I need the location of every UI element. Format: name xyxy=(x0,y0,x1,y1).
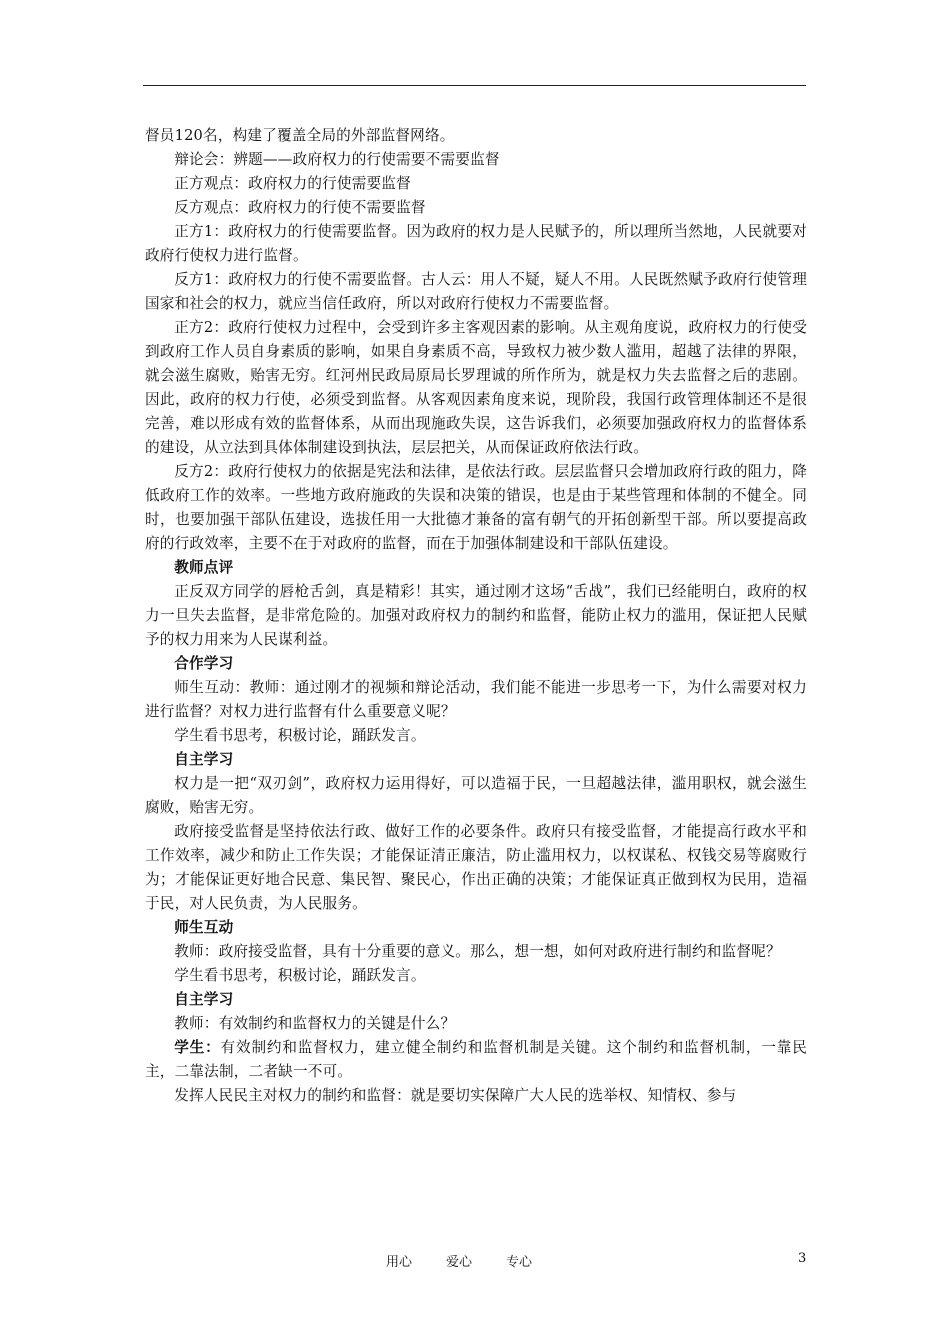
paragraph: 正方1：政府权力的行使需要监督。因为政府的权力是人民赋予的，所以理所当然地，人民就要对政府行使权力进行监督。 xyxy=(145,223,807,264)
paragraph: 反方1：政府权力的行使不需要监督。古人云：用人不疑，疑人不用。人民既然赋予政府行使管理国家和社会的权力，就应当信任政府，所以对政府行使权力不需要监督。 xyxy=(145,271,807,312)
page-footer xyxy=(0,1251,950,1271)
paragraph: 督员120名，构建了覆盖全局的外部监督网络。 xyxy=(145,127,455,144)
footer-motto xyxy=(386,1251,566,1270)
paragraph: 反方观点：政府权力的行使不需要监督 xyxy=(174,199,426,216)
speaker-label: 学生： xyxy=(174,1039,221,1056)
paragraph: 学生看书思考，积极讨论，踊跃发言。 xyxy=(174,727,426,744)
paragraph xyxy=(145,1036,807,1084)
paragraph: 师生互动：教师：通过刚才的视频和辩论活动，我们能不能进一步思考一下，为什么需要对权力进行监督？对权力进行监督有什么重要意义呢？ xyxy=(145,679,807,720)
paragraph: 辩论会：辨题——政府权力的行使需要不需要监督 xyxy=(174,151,500,168)
paragraph: 反方2：政府行使权力的依据是宪法和法律，是依法行政。层层监督只会增加政府行政的阻力，降低政府工作的效率。一些地方政府施政的失误和决策的错误，也是由于某些管理和体制的不健全。同时，也要加强干部队伍建设，选拔任用一大批德才兼备的富有朝气的开拓创新型干部。所以要提高政府的行政效率，主要不在于对政府的监督，而在于加强体制建设和干部队伍建设。 xyxy=(145,463,807,552)
paragraph: 学生看书思考，积极讨论，踊跃发言。 xyxy=(174,967,426,984)
section-heading: 自主学习 xyxy=(174,991,234,1008)
section-heading: 合作学习 xyxy=(174,655,234,672)
paragraph: 正方2：政府行使权力过程中，会受到许多主客观因素的影响。从主观角度说，政府权力的行使受到政府工作人员自身素质的影响，如果自身素质不高，导致权力被少数人滥用，超越了法律的界限，就会滋生腐败，贻害无穷。红河州民政局原局长罗理诚的所作所为，就是权力失去监督之后的悲剧。因此，政府的权力行使，必须受到监督。从客观因素角度来说，现阶段，我国行政管理体制还不是很完善，难以形成有效的监督体系，从而出现施政失误，这告诉我们，必须要加强政府权力的监督体系的建设，从立法到具体体制建设到执法，层层把关，从而保证政府依法行政。 xyxy=(145,319,807,456)
paragraph-text: 有效制约和监督权力，建立健全制约和监督机制是关键。这个制约和监督机制，一靠民主，二靠法制，二者缺一不可。 xyxy=(145,1039,807,1080)
document-body xyxy=(145,124,807,1108)
paragraph: 正反双方同学的唇枪舌剑，真是精彩！其实，通过刚才这场“舌战”，我们已经能明白，政府的权力一旦失去监督，是非常危险的。加强对政府权力的制约和监督，能防止权力的滥用，保证把人民赋予的权力用来为人民谋利益。 xyxy=(145,583,807,648)
section-heading: 师生互动 xyxy=(174,919,234,936)
motto-word: 爱心 xyxy=(446,1255,473,1270)
paragraph: 政府接受监督是坚持依法行政、做好工作的必要条件。政府只有接受监督，才能提高行政水平和工作效率，减少和防止工作失误；才能保证清正廉洁，防止滥用权力，以权谋私、权钱交易等腐败行为；才能保证更好地合民意、集民智、聚民心，作出正确的决策；才能保证真正做到权为民用，造福于民，对人民负责，为人民服务。 xyxy=(145,823,807,912)
motto-word: 专心 xyxy=(506,1255,533,1270)
motto-word: 用心 xyxy=(386,1255,413,1270)
paragraph: 正方观点：政府权力的行使需要监督 xyxy=(174,175,411,192)
paragraph: 教师：有效制约和监督权力的关键是什么？ xyxy=(174,1015,456,1032)
paragraph: 教师：政府接受监督，具有十分重要的意义。那么，想一想，如何对政府进行制约和监督呢？ xyxy=(174,943,781,960)
paragraph: 发挥人民民主对权力的制约和监督：就是要切实保障广大人民的选举权、知情权、参与 xyxy=(174,1087,737,1104)
header-rule xyxy=(143,85,806,86)
page-number: 3 xyxy=(798,1251,807,1266)
paragraph: 权力是一把“双刃剑”，政府权力运用得好，可以造福于民，一旦超越法律，滥用职权，就会滋生腐败，贻害无穷。 xyxy=(145,775,807,816)
section-heading: 自主学习 xyxy=(174,751,234,768)
section-heading: 教师点评 xyxy=(174,559,234,576)
